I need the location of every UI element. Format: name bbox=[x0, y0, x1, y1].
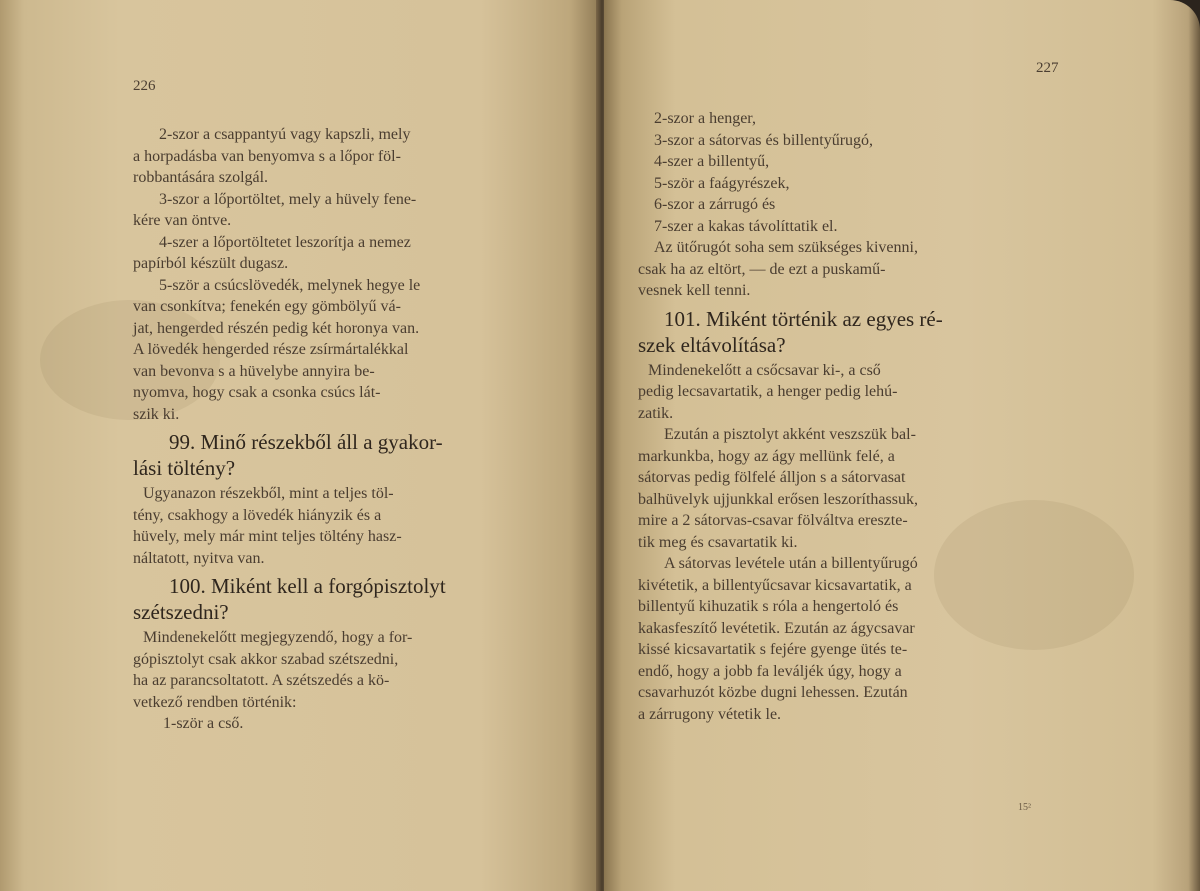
text-line: a horpadásba van benyomva s a lőpor föl- bbox=[133, 147, 401, 165]
text-line: 4-szer a billentyű, bbox=[654, 153, 770, 170]
text-line: a zárrugony vétetik le. bbox=[638, 705, 782, 723]
text-line: A sátorvas levétele után a billentyűrugó bbox=[664, 555, 918, 572]
heading-line: 100. Miként kell a forgópisztolyt bbox=[169, 574, 446, 598]
text-line: kissé kicsavartatik s fejére gyenge ütés te- bbox=[638, 641, 908, 658]
right-page bbox=[604, 0, 1200, 891]
text-line: gópisztolyt csak akkor szabad szétszedni, bbox=[133, 650, 399, 668]
heading-line: lási töltény? bbox=[133, 456, 236, 480]
text-block bbox=[638, 360, 1078, 726]
text-line: sátorvas pedig fölfelé álljon s a sátorvasat bbox=[638, 469, 906, 486]
text-line: kakasfeszítő levétetik. Ezután az ágycsavar bbox=[638, 619, 915, 637]
text-line: ha az parancsoltatott. A szétszedés a kö- bbox=[133, 672, 390, 689]
text-line: pedig lecsavartatik, a henger pedig lehú- bbox=[638, 383, 898, 400]
text-line: Ezután a pisztolyt akként veszszük bal- bbox=[664, 426, 916, 443]
text-line: zatik. bbox=[638, 404, 674, 422]
text-line: Mindenekelőtt a csőcsavar ki-, a cső bbox=[648, 361, 881, 379]
text-line: 7-szer a kakas távolíttatik el. bbox=[654, 217, 838, 235]
section-heading-99 bbox=[133, 429, 570, 481]
text-line: 3-szor a lőportöltet, mely a hüvely fene- bbox=[159, 190, 417, 208]
text-line: tény, csakhogy a lövedék hiányzik és a bbox=[133, 506, 382, 524]
text-line: csak ha az eltört, — de ezt a puskamű- bbox=[638, 260, 886, 278]
text-line: 5-ször a faágyrészek, bbox=[654, 174, 790, 192]
text-line: vesnek kell tenni. bbox=[638, 282, 751, 299]
text-line: 1-ször a cső. bbox=[163, 715, 244, 732]
text-line: Mindenekelőtt megjegyzendő, hogy a for- bbox=[143, 629, 413, 646]
text-line: vetkező rendben történik: bbox=[133, 693, 297, 711]
page-number: 227 bbox=[1036, 60, 1059, 76]
text-block bbox=[638, 108, 1078, 302]
text-line: 4-szer a lőportöltetet leszorítja a nemez bbox=[159, 233, 411, 251]
text-line: van csonkítva; fenekén egy gömbölyű vá- bbox=[133, 298, 401, 315]
text-line: nyomva, hogy csak a csonka csúcs lát- bbox=[133, 384, 381, 401]
text-line: jat, hengerded részén pedig két horonya van. bbox=[133, 319, 420, 337]
text-line: billentyű kihuzatik s róla a hengertoló és bbox=[638, 598, 899, 615]
heading-line: 99. Minő részekből áll a gyakor- bbox=[169, 430, 443, 454]
text-line: robbantására szolgál. bbox=[133, 169, 269, 186]
text-line: kivétetik, a billentyűcsavar kicsavartatik, a bbox=[638, 576, 912, 594]
text-line: Az ütőrugót soha sem szükséges kivenni, bbox=[654, 239, 918, 256]
page-number: 226 bbox=[133, 78, 156, 94]
text-line: csavarhuzót közbe dugni lehessen. Ezután bbox=[638, 684, 908, 701]
text-line: balhüvelyk ujjunkkal erősen leszoríthassuk, bbox=[638, 490, 918, 508]
text-line: papírból készült dugasz. bbox=[133, 255, 289, 272]
text-line: szik ki. bbox=[133, 405, 180, 423]
text-line: mire a 2 sátorvas-csavar fölváltva ereszte- bbox=[638, 512, 908, 529]
section-heading-101 bbox=[638, 306, 1078, 358]
text-line: hüvely, mely már mint teljes töltény hasz- bbox=[133, 528, 402, 545]
right-page-text bbox=[638, 108, 1078, 725]
signature-mark: 15² bbox=[1018, 802, 1031, 813]
text-line: Ugyanazon részekből, mint a teljes töl- bbox=[143, 485, 394, 502]
text-line: kére van öntve. bbox=[133, 212, 232, 229]
text-line: náltatott, nyitva van. bbox=[133, 549, 265, 567]
text-line: van bevonva s a hüvelybe annyira be- bbox=[133, 362, 375, 380]
text-line: tik meg és csavartatik ki. bbox=[638, 533, 798, 551]
text-block bbox=[133, 483, 570, 569]
text-block bbox=[133, 124, 570, 425]
text-block bbox=[133, 627, 570, 735]
text-line: 6-szor a zárrugó és bbox=[654, 196, 776, 213]
text-line: A lövedék hengerded része zsírmártalékkal bbox=[133, 341, 409, 358]
heading-line: szétszedni? bbox=[133, 600, 229, 624]
left-page-text bbox=[133, 124, 570, 735]
text-line: 2-szor a csappantyú vagy kapszli, mely bbox=[159, 126, 411, 143]
text-line: markunkba, hogy az ágy mellünk felé, a bbox=[638, 447, 895, 465]
heading-line: szek eltávolítása? bbox=[638, 332, 786, 357]
section-heading-100 bbox=[133, 573, 570, 625]
text-line: endő, hogy a jobb fa leváljék úgy, hogy a bbox=[638, 662, 902, 680]
text-line: 2-szor a henger, bbox=[654, 110, 756, 127]
heading-line: 101. Miként történik az egyes ré- bbox=[664, 306, 943, 331]
text-line: 3-szor a sátorvas és billentyűrugó, bbox=[654, 131, 874, 149]
text-line: 5-ször a csúcslövedék, melynek hegye le bbox=[159, 276, 421, 294]
